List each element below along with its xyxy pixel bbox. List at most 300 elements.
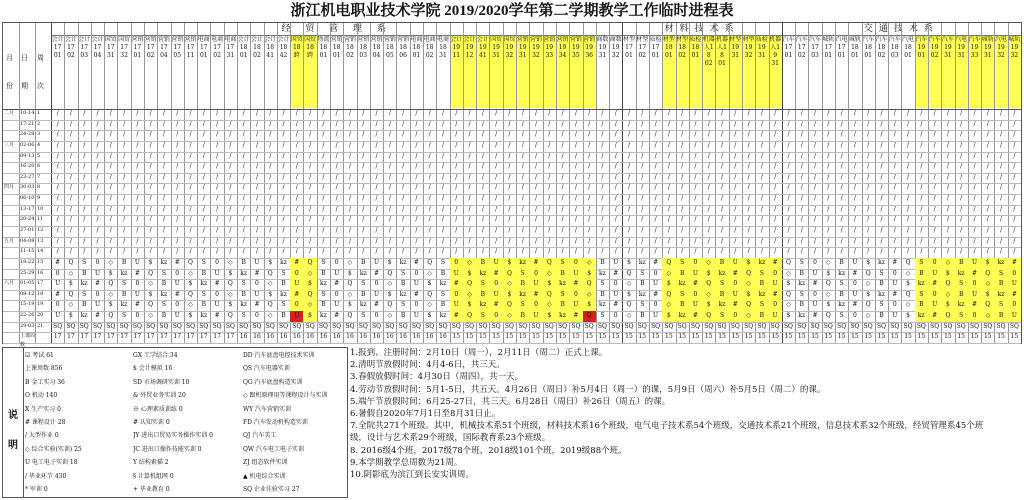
column-header: 汽车19 31 bbox=[941, 36, 954, 108]
column-header: 营销18 03 bbox=[357, 36, 370, 59]
schedule-cell: / bbox=[574, 237, 577, 245]
schedule-cell: / bbox=[840, 163, 843, 171]
schedule-cell: S bbox=[281, 269, 286, 277]
schedule-cell: / bbox=[56, 216, 59, 224]
schedule-cell: 16 bbox=[439, 333, 447, 341]
schedule-cell: / bbox=[402, 141, 405, 149]
schedule-cell: / bbox=[641, 237, 644, 245]
schedule-cell: 15 bbox=[452, 333, 461, 341]
schedule-cell: S bbox=[440, 258, 446, 266]
schedule-cell: ◇ bbox=[786, 301, 791, 309]
schedule-cell: / bbox=[907, 237, 910, 245]
schedule-cell: 16 bbox=[253, 333, 261, 341]
schedule-cell: / bbox=[853, 205, 856, 213]
schedule-cell: / bbox=[574, 152, 577, 160]
schedule-cell: / bbox=[508, 141, 511, 149]
schedule-cell: / bbox=[721, 120, 724, 128]
schedule-cell: / bbox=[681, 195, 684, 203]
schedule-cell: SQ bbox=[571, 322, 581, 330]
schedule-cell: / bbox=[69, 163, 72, 171]
schedule-cell: / bbox=[242, 110, 245, 117]
schedule-cell: / bbox=[335, 184, 338, 192]
schedule-cell: 0 bbox=[255, 312, 259, 320]
schedule-cell: / bbox=[893, 163, 896, 171]
schedule-cell: / bbox=[774, 131, 777, 139]
schedule-cell: / bbox=[734, 184, 737, 192]
schedule-cell: kz bbox=[120, 269, 128, 277]
schedule-cell: ◇ bbox=[626, 312, 632, 320]
schedule-cell: / bbox=[667, 195, 670, 203]
schedule-cell: U bbox=[55, 312, 61, 320]
schedule-cell: / bbox=[402, 120, 405, 128]
schedule-cell: U bbox=[413, 280, 419, 288]
schedule-cell: SQ bbox=[797, 322, 807, 330]
schedule-cell: $ bbox=[427, 312, 432, 320]
schedule-cell: ◇ bbox=[108, 258, 114, 266]
schedule-cell: / bbox=[721, 173, 724, 181]
schedule-cell: 15 bbox=[678, 333, 686, 341]
schedule-cell: / bbox=[295, 141, 298, 149]
schedule-cell: / bbox=[229, 141, 232, 149]
schedule-cell: / bbox=[481, 237, 484, 245]
schedule-cell: / bbox=[295, 163, 298, 171]
schedule-cell: U bbox=[812, 301, 818, 309]
schedule-cell: 15 bbox=[811, 333, 819, 341]
schedule-cell: / bbox=[681, 110, 684, 117]
schedule-cell: / bbox=[83, 110, 86, 117]
schedule-cell: Q bbox=[825, 280, 831, 288]
legend-item: QJ 汽车美工 bbox=[243, 432, 277, 440]
schedule-cell: kz bbox=[838, 301, 845, 309]
schedule-cell: / bbox=[667, 120, 670, 128]
schedule-cell: SQ bbox=[159, 322, 169, 330]
schedule-cell: 16 bbox=[359, 333, 368, 341]
schedule-cell: / bbox=[548, 216, 551, 224]
schedule-cell: / bbox=[853, 110, 856, 117]
schedule-cell: / bbox=[282, 184, 285, 192]
schedule-cell: / bbox=[946, 120, 949, 128]
schedule-cell: / bbox=[481, 205, 484, 213]
schedule-cell: / bbox=[481, 248, 484, 256]
schedule-cell: # bbox=[892, 258, 898, 266]
schedule-cell: / bbox=[973, 163, 976, 171]
schedule-cell: / bbox=[242, 227, 245, 234]
schedule-cell: / bbox=[508, 205, 511, 213]
schedule-cell: / bbox=[827, 152, 830, 160]
schedule-cell: S bbox=[799, 290, 804, 298]
schedule-cell: U bbox=[489, 290, 502, 301]
schedule-cell: / bbox=[322, 237, 325, 245]
schedule-cell: / bbox=[814, 184, 817, 192]
schedule-cell: / bbox=[721, 227, 724, 234]
schedule-cell: S bbox=[201, 290, 206, 298]
schedule-cell: / bbox=[295, 131, 298, 139]
legend-item: $ 会计模拟 16 bbox=[133, 365, 173, 373]
schedule-cell: / bbox=[681, 248, 684, 256]
schedule-cell: ◇ bbox=[583, 290, 596, 301]
legend-item: + 毕业教育 0 bbox=[133, 486, 170, 493]
row-week: 18 bbox=[37, 290, 44, 297]
schedule-cell: / bbox=[229, 248, 232, 256]
column-header: 汽电17 01 bbox=[835, 36, 848, 59]
schedule-cell: / bbox=[707, 152, 710, 160]
schedule-cell: U bbox=[134, 258, 140, 266]
schedule-cell: 16 bbox=[425, 333, 434, 341]
schedule-cell: / bbox=[814, 120, 817, 128]
schedule-cell: / bbox=[508, 173, 511, 181]
schedule-cell: # bbox=[769, 290, 782, 301]
schedule-cell: / bbox=[481, 120, 484, 128]
schedule-cell: B bbox=[201, 269, 206, 277]
schedule-cell: / bbox=[136, 110, 139, 117]
schedule-cell: / bbox=[109, 173, 112, 181]
schedule-cell: / bbox=[734, 110, 737, 117]
schedule-cell: / bbox=[867, 131, 870, 139]
schedule-cell: / bbox=[774, 173, 777, 181]
column-header: 营销17 01 bbox=[131, 36, 144, 59]
schedule-cell: kz bbox=[755, 258, 768, 269]
schedule-cell: kz bbox=[359, 301, 367, 309]
schedule-cell: / bbox=[269, 120, 272, 128]
schedule-cell: / bbox=[202, 248, 205, 256]
schedule-cell: / bbox=[681, 163, 684, 171]
schedule-cell: / bbox=[415, 195, 418, 203]
schedule-cell: SQ bbox=[106, 322, 116, 330]
schedule-cell: $ bbox=[348, 301, 352, 309]
schedule-cell: $ bbox=[69, 280, 73, 288]
schedule-cell: / bbox=[840, 110, 843, 117]
schedule-cell: / bbox=[388, 131, 391, 139]
schedule-cell: / bbox=[495, 184, 498, 192]
schedule-cell: S bbox=[640, 269, 645, 277]
schedule-cell: / bbox=[375, 237, 378, 245]
schedule-cell: # bbox=[729, 269, 742, 280]
schedule-cell: Q bbox=[626, 269, 632, 277]
schedule-cell: / bbox=[455, 152, 458, 160]
schedule-cell: / bbox=[694, 184, 697, 192]
schedule-cell: B bbox=[955, 258, 968, 269]
legend-item: QW 汽车电工电子实训 bbox=[243, 445, 304, 453]
schedule-cell: / bbox=[202, 120, 205, 128]
schedule-cell: 15 bbox=[851, 333, 859, 341]
schedule-cell: / bbox=[521, 205, 524, 213]
schedule-cell: S bbox=[839, 312, 844, 320]
schedule-cell: 0 bbox=[95, 290, 100, 298]
schedule-cell: S bbox=[401, 301, 406, 309]
schedule-cell: / bbox=[136, 216, 139, 224]
schedule-cell: / bbox=[814, 131, 817, 139]
schedule-cell: ◇ bbox=[148, 312, 153, 320]
schedule-cell: S bbox=[440, 290, 446, 298]
row-week: 13 bbox=[37, 237, 44, 244]
schedule-cell: B bbox=[879, 312, 884, 320]
schedule-cell: / bbox=[216, 248, 219, 256]
schedule-cell: / bbox=[774, 205, 777, 213]
schedule-cell: / bbox=[760, 152, 763, 160]
schedule-cell: / bbox=[309, 131, 312, 139]
schedule-cell: / bbox=[893, 131, 896, 139]
schedule-cell: B bbox=[755, 279, 768, 290]
schedule-cell: kz bbox=[599, 269, 606, 277]
schedule-cell: # bbox=[55, 290, 61, 298]
schedule-cell: # bbox=[852, 301, 858, 309]
schedule-cell: kz bbox=[994, 258, 1007, 269]
schedule-cell: / bbox=[428, 195, 431, 203]
schedule-cell: / bbox=[202, 184, 205, 192]
schedule-cell: / bbox=[242, 141, 245, 149]
schedule-cell: 17 bbox=[120, 333, 128, 341]
schedule-cell: / bbox=[614, 237, 617, 245]
schedule-cell: / bbox=[920, 184, 923, 192]
schedule-cell: U bbox=[214, 269, 220, 277]
schedule-cell: / bbox=[747, 195, 750, 203]
schedule-cell: / bbox=[388, 110, 391, 117]
schedule-cell: SQ bbox=[504, 322, 514, 330]
schedule-cell: SQ bbox=[425, 322, 435, 330]
schedule-cell: / bbox=[946, 237, 949, 245]
schedule-cell: / bbox=[388, 195, 391, 203]
schedule-cell: / bbox=[56, 237, 59, 245]
schedule-cell: / bbox=[441, 227, 444, 234]
row-date: 06-10 bbox=[20, 195, 35, 202]
schedule-cell: / bbox=[335, 163, 338, 171]
schedule-cell: / bbox=[694, 110, 697, 117]
schedule-cell: B bbox=[600, 258, 605, 266]
schedule-cell: / bbox=[880, 110, 883, 117]
schedule-cell: / bbox=[96, 216, 99, 224]
schedule-cell: / bbox=[986, 184, 989, 192]
schedule-cell: / bbox=[375, 110, 378, 117]
schedule-cell: U bbox=[729, 258, 742, 269]
schedule-cell: / bbox=[149, 141, 152, 149]
schedule-cell: / bbox=[588, 163, 591, 171]
schedule-cell: / bbox=[255, 110, 258, 117]
schedule-cell: 0 bbox=[769, 269, 782, 280]
schedule-cell: / bbox=[960, 141, 963, 149]
column-header: 汽车18 02 bbox=[875, 36, 888, 59]
schedule-cell: Q bbox=[303, 258, 316, 269]
schedule-cell: $ bbox=[941, 269, 954, 280]
schedule-cell: # bbox=[968, 300, 981, 311]
schedule-cell: U bbox=[569, 269, 582, 280]
schedule-cell: SQ bbox=[757, 322, 767, 330]
schedule-cell: / bbox=[149, 216, 152, 224]
column-header: 汽车17 03 bbox=[809, 36, 822, 59]
schedule-cell: / bbox=[893, 152, 896, 160]
schedule-cell: 15 bbox=[598, 333, 607, 341]
schedule-cell: / bbox=[561, 205, 564, 213]
schedule-cell: / bbox=[534, 152, 537, 160]
schedule-cell: / bbox=[295, 205, 298, 213]
schedule-cell: / bbox=[734, 131, 737, 139]
row-week: 2 bbox=[37, 120, 41, 127]
schedule-cell: / bbox=[255, 173, 258, 181]
schedule-cell: / bbox=[907, 227, 910, 234]
schedule-cell: kz bbox=[439, 280, 447, 288]
schedule-cell: / bbox=[1013, 173, 1016, 181]
schedule-cell: SQ bbox=[943, 322, 953, 330]
schedule-cell: / bbox=[521, 248, 524, 256]
schedule-cell: / bbox=[880, 184, 883, 192]
schedule-cell: / bbox=[548, 205, 551, 213]
schedule-cell: / bbox=[216, 195, 219, 203]
schedule-cell: / bbox=[388, 120, 391, 128]
schedule-cell: SQ bbox=[823, 322, 833, 330]
schedule-cell: / bbox=[123, 205, 126, 213]
schedule-cell: / bbox=[986, 227, 989, 234]
schedule-cell: / bbox=[933, 227, 936, 234]
schedule-cell: / bbox=[734, 141, 737, 149]
schedule-cell: 17 bbox=[80, 333, 89, 341]
note-line: 1.报到、注册时间：2月10日（周一），2月11日（周二）正式上课。 bbox=[350, 348, 608, 358]
schedule-cell: 0 bbox=[374, 312, 379, 320]
schedule-cell: / bbox=[933, 141, 936, 149]
column-header: 材型19 32 bbox=[742, 36, 755, 108]
schedule-cell: / bbox=[654, 216, 657, 224]
schedule-cell: / bbox=[1000, 173, 1003, 181]
schedule-cell: / bbox=[348, 110, 351, 117]
schedule-cell: / bbox=[574, 205, 577, 213]
schedule-cell: / bbox=[880, 216, 883, 224]
schedule-cell: / bbox=[96, 163, 99, 171]
schedule-cell: / bbox=[149, 120, 152, 128]
schedule-cell: kz bbox=[399, 258, 407, 266]
schedule-cell: / bbox=[481, 141, 484, 149]
schedule-cell: 0 bbox=[613, 280, 618, 288]
schedule-cell: / bbox=[375, 120, 378, 128]
schedule-cell: Q bbox=[503, 300, 516, 311]
schedule-cell: / bbox=[986, 152, 989, 160]
schedule-cell: / bbox=[707, 237, 710, 245]
schedule-cell: / bbox=[388, 152, 391, 160]
schedule-cell: / bbox=[933, 120, 936, 128]
schedule-cell: / bbox=[162, 227, 165, 234]
schedule-cell: / bbox=[588, 216, 591, 224]
schedule-cell: SQ bbox=[996, 322, 1006, 330]
schedule-cell: / bbox=[1000, 152, 1003, 160]
schedule-cell: / bbox=[907, 195, 910, 203]
schedule-cell: / bbox=[149, 152, 152, 160]
schedule-cell: / bbox=[986, 163, 989, 171]
schedule-cell: / bbox=[734, 227, 737, 234]
schedule-cell: / bbox=[867, 216, 870, 224]
schedule-cell: 15 bbox=[505, 333, 514, 341]
schedule-cell: / bbox=[1013, 195, 1016, 203]
schedule-cell: S bbox=[955, 311, 968, 322]
schedule-cell: 0 bbox=[813, 290, 817, 298]
schedule-cell: / bbox=[109, 184, 112, 192]
schedule-cell: / bbox=[508, 216, 511, 224]
schedule-cell: / bbox=[946, 227, 949, 234]
schedule-cell: / bbox=[614, 131, 617, 139]
legend-item: DD 汽车底盘电控技术实训 bbox=[243, 352, 315, 359]
schedule-cell: / bbox=[973, 184, 976, 192]
schedule-cell: / bbox=[654, 248, 657, 256]
row-date: 08-12 bbox=[20, 290, 35, 297]
row-week: 11 bbox=[37, 216, 44, 223]
schedule-cell: / bbox=[282, 227, 285, 234]
schedule-cell: / bbox=[83, 152, 86, 160]
schedule-cell: B bbox=[161, 280, 167, 288]
schedule-cell: / bbox=[534, 237, 537, 245]
schedule-cell: / bbox=[601, 120, 604, 128]
schedule-cell: / bbox=[56, 120, 59, 128]
column-header: 汽车17 02 bbox=[795, 36, 808, 59]
schedule-cell: / bbox=[56, 184, 59, 192]
schedule-cell: kz bbox=[516, 290, 529, 301]
schedule-cell: 17 bbox=[67, 333, 75, 341]
schedule-cell: / bbox=[309, 227, 312, 234]
schedule-cell: ◇ bbox=[786, 269, 791, 277]
schedule-cell: 15 bbox=[824, 333, 833, 341]
schedule-cell: S bbox=[361, 280, 366, 288]
row-week: 3 bbox=[37, 131, 41, 138]
schedule-cell: S bbox=[676, 258, 689, 269]
schedule-cell: / bbox=[109, 141, 112, 149]
schedule-cell: / bbox=[123, 110, 126, 117]
schedule-cell: / bbox=[428, 184, 431, 192]
schedule-cell: # bbox=[653, 258, 659, 266]
schedule-cell: / bbox=[1013, 110, 1016, 117]
schedule-cell: 0 bbox=[928, 290, 941, 301]
schedule-cell: SQ bbox=[717, 322, 727, 330]
schedule-cell: / bbox=[614, 227, 617, 234]
column-header: 国贸18 跨 bbox=[290, 36, 303, 108]
schedule-cell: / bbox=[747, 131, 750, 139]
schedule-cell: Q bbox=[905, 290, 911, 298]
schedule-cell: / bbox=[840, 227, 843, 234]
schedule-cell: / bbox=[747, 227, 750, 234]
schedule-cell: 0 bbox=[414, 301, 419, 309]
schedule-cell: / bbox=[588, 184, 591, 192]
note-line: 级，设计与艺术系29个班级，国际教育系23个班级。 bbox=[350, 433, 551, 444]
schedule-cell: / bbox=[893, 173, 896, 181]
schedule-cell: / bbox=[920, 173, 923, 181]
schedule-cell: / bbox=[734, 152, 737, 160]
schedule-cell: / bbox=[335, 131, 338, 139]
schedule-cell: / bbox=[827, 216, 830, 224]
column-header: 营销19 34 bbox=[556, 36, 569, 108]
schedule-cell: / bbox=[242, 120, 245, 128]
column-header: 电商17 02 bbox=[211, 36, 224, 59]
schedule-cell: / bbox=[123, 248, 126, 256]
note-line: 5.端午节放假时间：6月25-27日，共三天。6月28日（周日）补26日（周五）的课。 bbox=[350, 396, 671, 407]
schedule-cell: Q bbox=[227, 280, 233, 288]
schedule-cell: / bbox=[654, 184, 657, 192]
schedule-cell: / bbox=[654, 237, 657, 245]
legend-item: * 军训 0 bbox=[25, 486, 48, 493]
schedule-cell: U bbox=[290, 311, 303, 322]
schedule-cell: / bbox=[335, 227, 338, 234]
schedule-cell: U bbox=[374, 258, 380, 266]
schedule-cell: / bbox=[242, 248, 245, 256]
schedule-cell: SQ bbox=[704, 322, 714, 330]
schedule-cell: kz bbox=[556, 279, 569, 290]
schedule-cell: / bbox=[136, 195, 139, 203]
schedule-cell: / bbox=[561, 152, 564, 160]
column-header: 营销17 02 bbox=[144, 36, 157, 59]
schedule-cell: / bbox=[229, 163, 232, 171]
schedule-cell: / bbox=[388, 141, 391, 149]
legend-item: B 金工实习 36 bbox=[25, 378, 65, 386]
schedule-cell: Q bbox=[865, 301, 871, 309]
schedule-cell: 15 bbox=[758, 333, 766, 341]
schedule-cell: / bbox=[760, 237, 763, 245]
schedule-cell: / bbox=[614, 248, 617, 256]
schedule-cell: / bbox=[867, 195, 870, 203]
row-week: 10 bbox=[37, 205, 44, 212]
schedule-cell: # bbox=[214, 280, 220, 288]
